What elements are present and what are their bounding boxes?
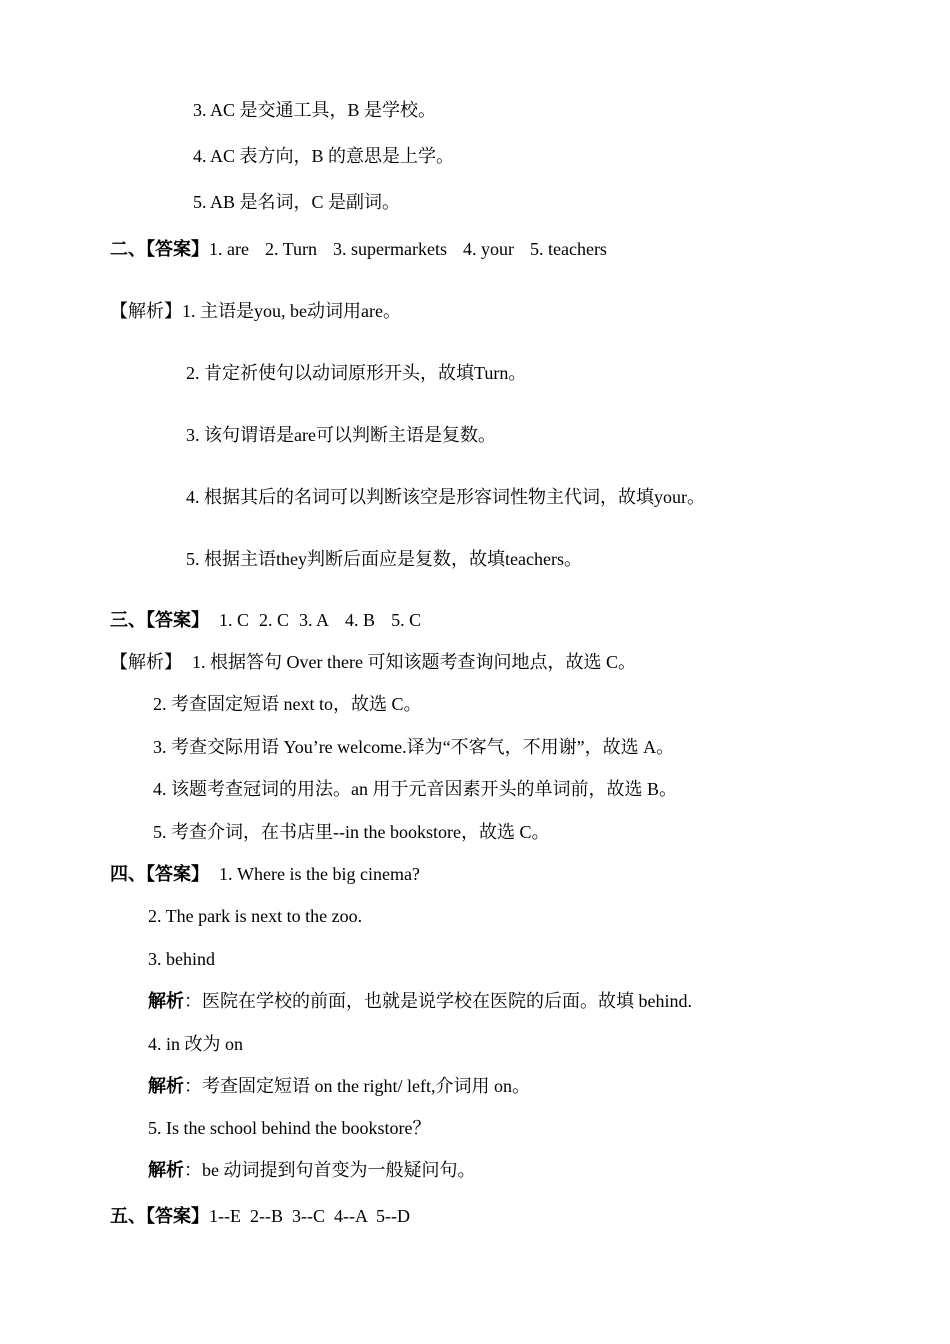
s2-answer-5: 5. teachers xyxy=(529,239,607,259)
s4-item-1: 1. Where is the big cinema? xyxy=(219,864,420,884)
s3-analysis-2: 2. 考查固定短语 next to，故选 C。 xyxy=(153,694,422,714)
s3-answer-4: 4. B xyxy=(345,610,376,630)
s3-answer-3: 3. A xyxy=(299,610,330,630)
s2-heading: 二、【答案】 xyxy=(110,239,209,259)
s5-answer-line xyxy=(110,1205,410,1227)
s5-answers: 1--E 2--B 3--C 4--A 5--D xyxy=(209,1206,410,1226)
s3-answer-5: 5. C xyxy=(391,610,422,630)
s3-heading: 三、【答案】 xyxy=(110,610,209,630)
s4-analysis-label: 解析 xyxy=(148,991,184,1011)
s3-analysis-label: 【解析】 xyxy=(110,652,182,672)
s3-analysis-1: 【解析】 1. 根据答句 Over there 可知该题考查询问地点，故选 C。 xyxy=(110,652,636,672)
s2-answer-3: 3. supermarkets xyxy=(333,239,447,259)
s4-analysis-5: 解析：be 动词提到句首变为一般疑问句。 xyxy=(148,1160,476,1180)
s2-analysis-1: 【解析】1. 主语是you, be动词用are。 xyxy=(110,301,401,321)
s1-item-3: 3. AC 是交通工具，B 是学校。 xyxy=(193,100,437,120)
s2-answer-2: 2. Turn xyxy=(264,239,318,259)
s2-analysis-2: 2. 肯定祈使句以动词原形开头，故填Turn。 xyxy=(186,363,527,383)
s5-heading: 五、【答案】 xyxy=(110,1206,209,1226)
s2-answer-line xyxy=(110,238,607,260)
s4-item-3: 3. behind xyxy=(148,949,215,969)
s4-item-4: 4. in 改为 on xyxy=(148,1034,244,1054)
s1-item-5: 5. AB 是名词，C 是副词。 xyxy=(193,192,401,212)
s3-analysis-5: 5. 考查介词，在书店里--in the bookstore，故选 C。 xyxy=(153,822,550,842)
s4-heading: 四、【答案】 xyxy=(110,864,209,884)
s3-analysis-3: 3. 考查交际用语 You’re welcome.译为“不客气，不用谢”，故选 A。 xyxy=(153,737,675,757)
s2-analysis-4: 4. 根据其后的名词可以判断该空是形容词性物主代词，故填your。 xyxy=(186,487,705,507)
s4-item-5: 5. Is the school behind the bookstore？ xyxy=(148,1118,431,1138)
s2-analysis-label: 【解析】 xyxy=(110,301,182,321)
s3-answer-1: 1. C xyxy=(219,610,250,630)
s4-answer-line xyxy=(110,863,420,885)
s4-analysis-3: 解析：医院在学校的前面，也就是说学校在医院的后面。故填 behind. xyxy=(148,991,692,1011)
s4-analysis-4: 解析：考查固定短语 on the right/ left,介词用 on。 xyxy=(148,1076,530,1096)
s2-analysis-3: 3. 该句谓语是are可以判断主语是复数。 xyxy=(186,425,496,445)
s3-answer-2: 2. C xyxy=(259,610,290,630)
s3-analysis-4: 4. 该题考查冠词的用法。an 用于元音因素开头的单词前，故选 B。 xyxy=(153,779,677,799)
s4-item-2: 2. The park is next to the zoo. xyxy=(148,906,363,926)
s3-answer-line xyxy=(110,609,421,631)
s2-analysis-5: 5. 根据主语they判断后面应是复数，故填teachers。 xyxy=(186,549,582,569)
s1-item-4: 4. AC 表方向，B 的意思是上学。 xyxy=(193,146,455,166)
s2-answer-1: 1. are xyxy=(209,239,249,259)
s2-answer-4: 4. your xyxy=(462,239,514,259)
